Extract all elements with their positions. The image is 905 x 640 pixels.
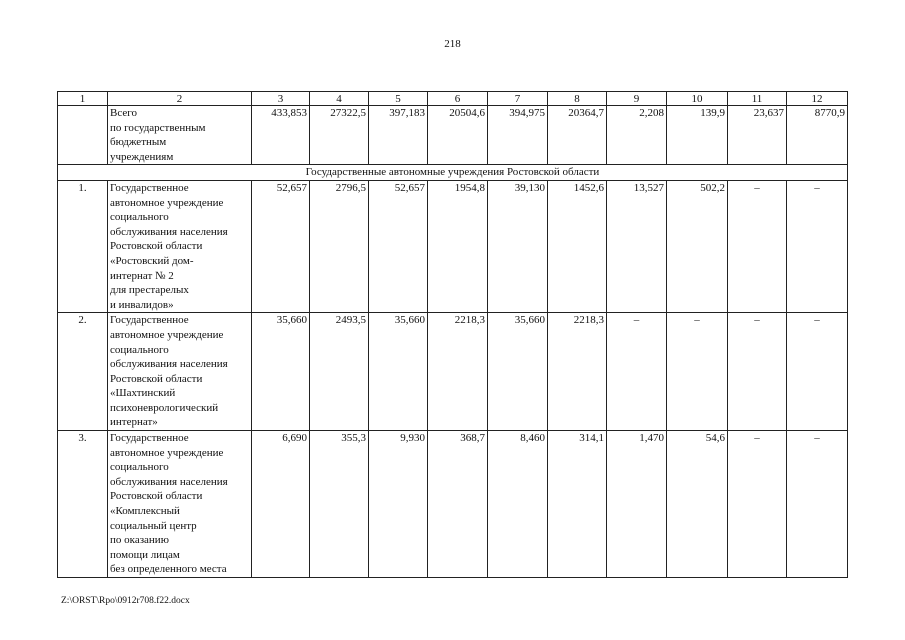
- row-name: Всего по государственным бюджетным учреждениям: [108, 106, 252, 165]
- total-row: [58, 106, 848, 165]
- cell-value: 9,930: [369, 431, 428, 578]
- cell-value: –: [728, 431, 787, 578]
- cell-value: –: [607, 313, 667, 431]
- column-number: 7: [488, 92, 548, 106]
- row-index: 3.: [58, 431, 108, 578]
- cell-value: 23,637: [728, 106, 787, 165]
- column-number: 11: [728, 92, 787, 106]
- cell-value: 355,3: [310, 431, 369, 578]
- cell-value: 54,6: [667, 431, 728, 578]
- cell-value: 39,130: [488, 180, 548, 312]
- cell-value: 2493,5: [310, 313, 369, 431]
- cell-value: 35,660: [369, 313, 428, 431]
- cell-value: –: [787, 180, 848, 312]
- row-index: 2.: [58, 313, 108, 431]
- column-number: 1: [58, 92, 108, 106]
- cell-value: 8770,9: [787, 106, 848, 165]
- column-number: 12: [787, 92, 848, 106]
- cell-value: 35,660: [488, 313, 548, 431]
- cell-value: 314,1: [548, 431, 607, 578]
- cell-value: 20364,7: [548, 106, 607, 165]
- cell-value: 502,2: [667, 180, 728, 312]
- table-header-row: [58, 92, 848, 106]
- row-name: Государственное автономное учреждение социального обслуживания населения Ростовской области «Шахтинский психоневрологический интернат»: [108, 313, 252, 431]
- row-index: [58, 106, 108, 165]
- cell-value: 1452,6: [548, 180, 607, 312]
- cell-value: 1,470: [607, 431, 667, 578]
- cell-value: –: [728, 180, 787, 312]
- page-number: 218: [444, 38, 461, 50]
- cell-value: 52,657: [252, 180, 310, 312]
- cell-value: 35,660: [252, 313, 310, 431]
- section-row: [58, 165, 848, 181]
- cell-value: 368,7: [428, 431, 488, 578]
- cell-value: 2218,3: [548, 313, 607, 431]
- cell-value: 8,460: [488, 431, 548, 578]
- cell-value: 20504,6: [428, 106, 488, 165]
- cell-value: 2,208: [607, 106, 667, 165]
- cell-value: 2796,5: [310, 180, 369, 312]
- cell-value: –: [728, 313, 787, 431]
- cell-value: 1954,8: [428, 180, 488, 312]
- column-number: 10: [667, 92, 728, 106]
- cell-value: 397,183: [369, 106, 428, 165]
- cell-value: –: [667, 313, 728, 431]
- column-number: 9: [607, 92, 667, 106]
- cell-value: 52,657: [369, 180, 428, 312]
- cell-value: 433,853: [252, 106, 310, 165]
- column-number: 6: [428, 92, 488, 106]
- cell-value: 394,975: [488, 106, 548, 165]
- data-table: [57, 91, 848, 578]
- row-name: Государственное автономное учреждение социального обслуживания населения Ростовской области «Комплексный социальный центр по оказанию помощи лицам без определенного места: [108, 431, 252, 578]
- cell-value: 27322,5: [310, 106, 369, 165]
- cell-value: –: [787, 431, 848, 578]
- column-number: 3: [252, 92, 310, 106]
- table-row: [58, 431, 848, 578]
- table-row: [58, 313, 848, 431]
- row-name: Государственное автономное учреждение социального обслуживания населения Ростовской области «Ростовский дом- интернат № 2 для престарелых и инвалидов»: [108, 180, 252, 312]
- section-title: Государственные автономные учреждения Ростовской области: [58, 165, 848, 181]
- cell-value: 2218,3: [428, 313, 488, 431]
- column-number: 8: [548, 92, 607, 106]
- cell-value: 139,9: [667, 106, 728, 165]
- column-number: 5: [369, 92, 428, 106]
- table-row: [58, 180, 848, 312]
- row-index: 1.: [58, 180, 108, 312]
- file-path-footer: Z:\ORST\Rpo\0912r708.f22.docx: [61, 596, 190, 606]
- cell-value: –: [787, 313, 848, 431]
- column-number: 4: [310, 92, 369, 106]
- cell-value: 6,690: [252, 431, 310, 578]
- column-number: 2: [108, 92, 252, 106]
- cell-value: 13,527: [607, 180, 667, 312]
